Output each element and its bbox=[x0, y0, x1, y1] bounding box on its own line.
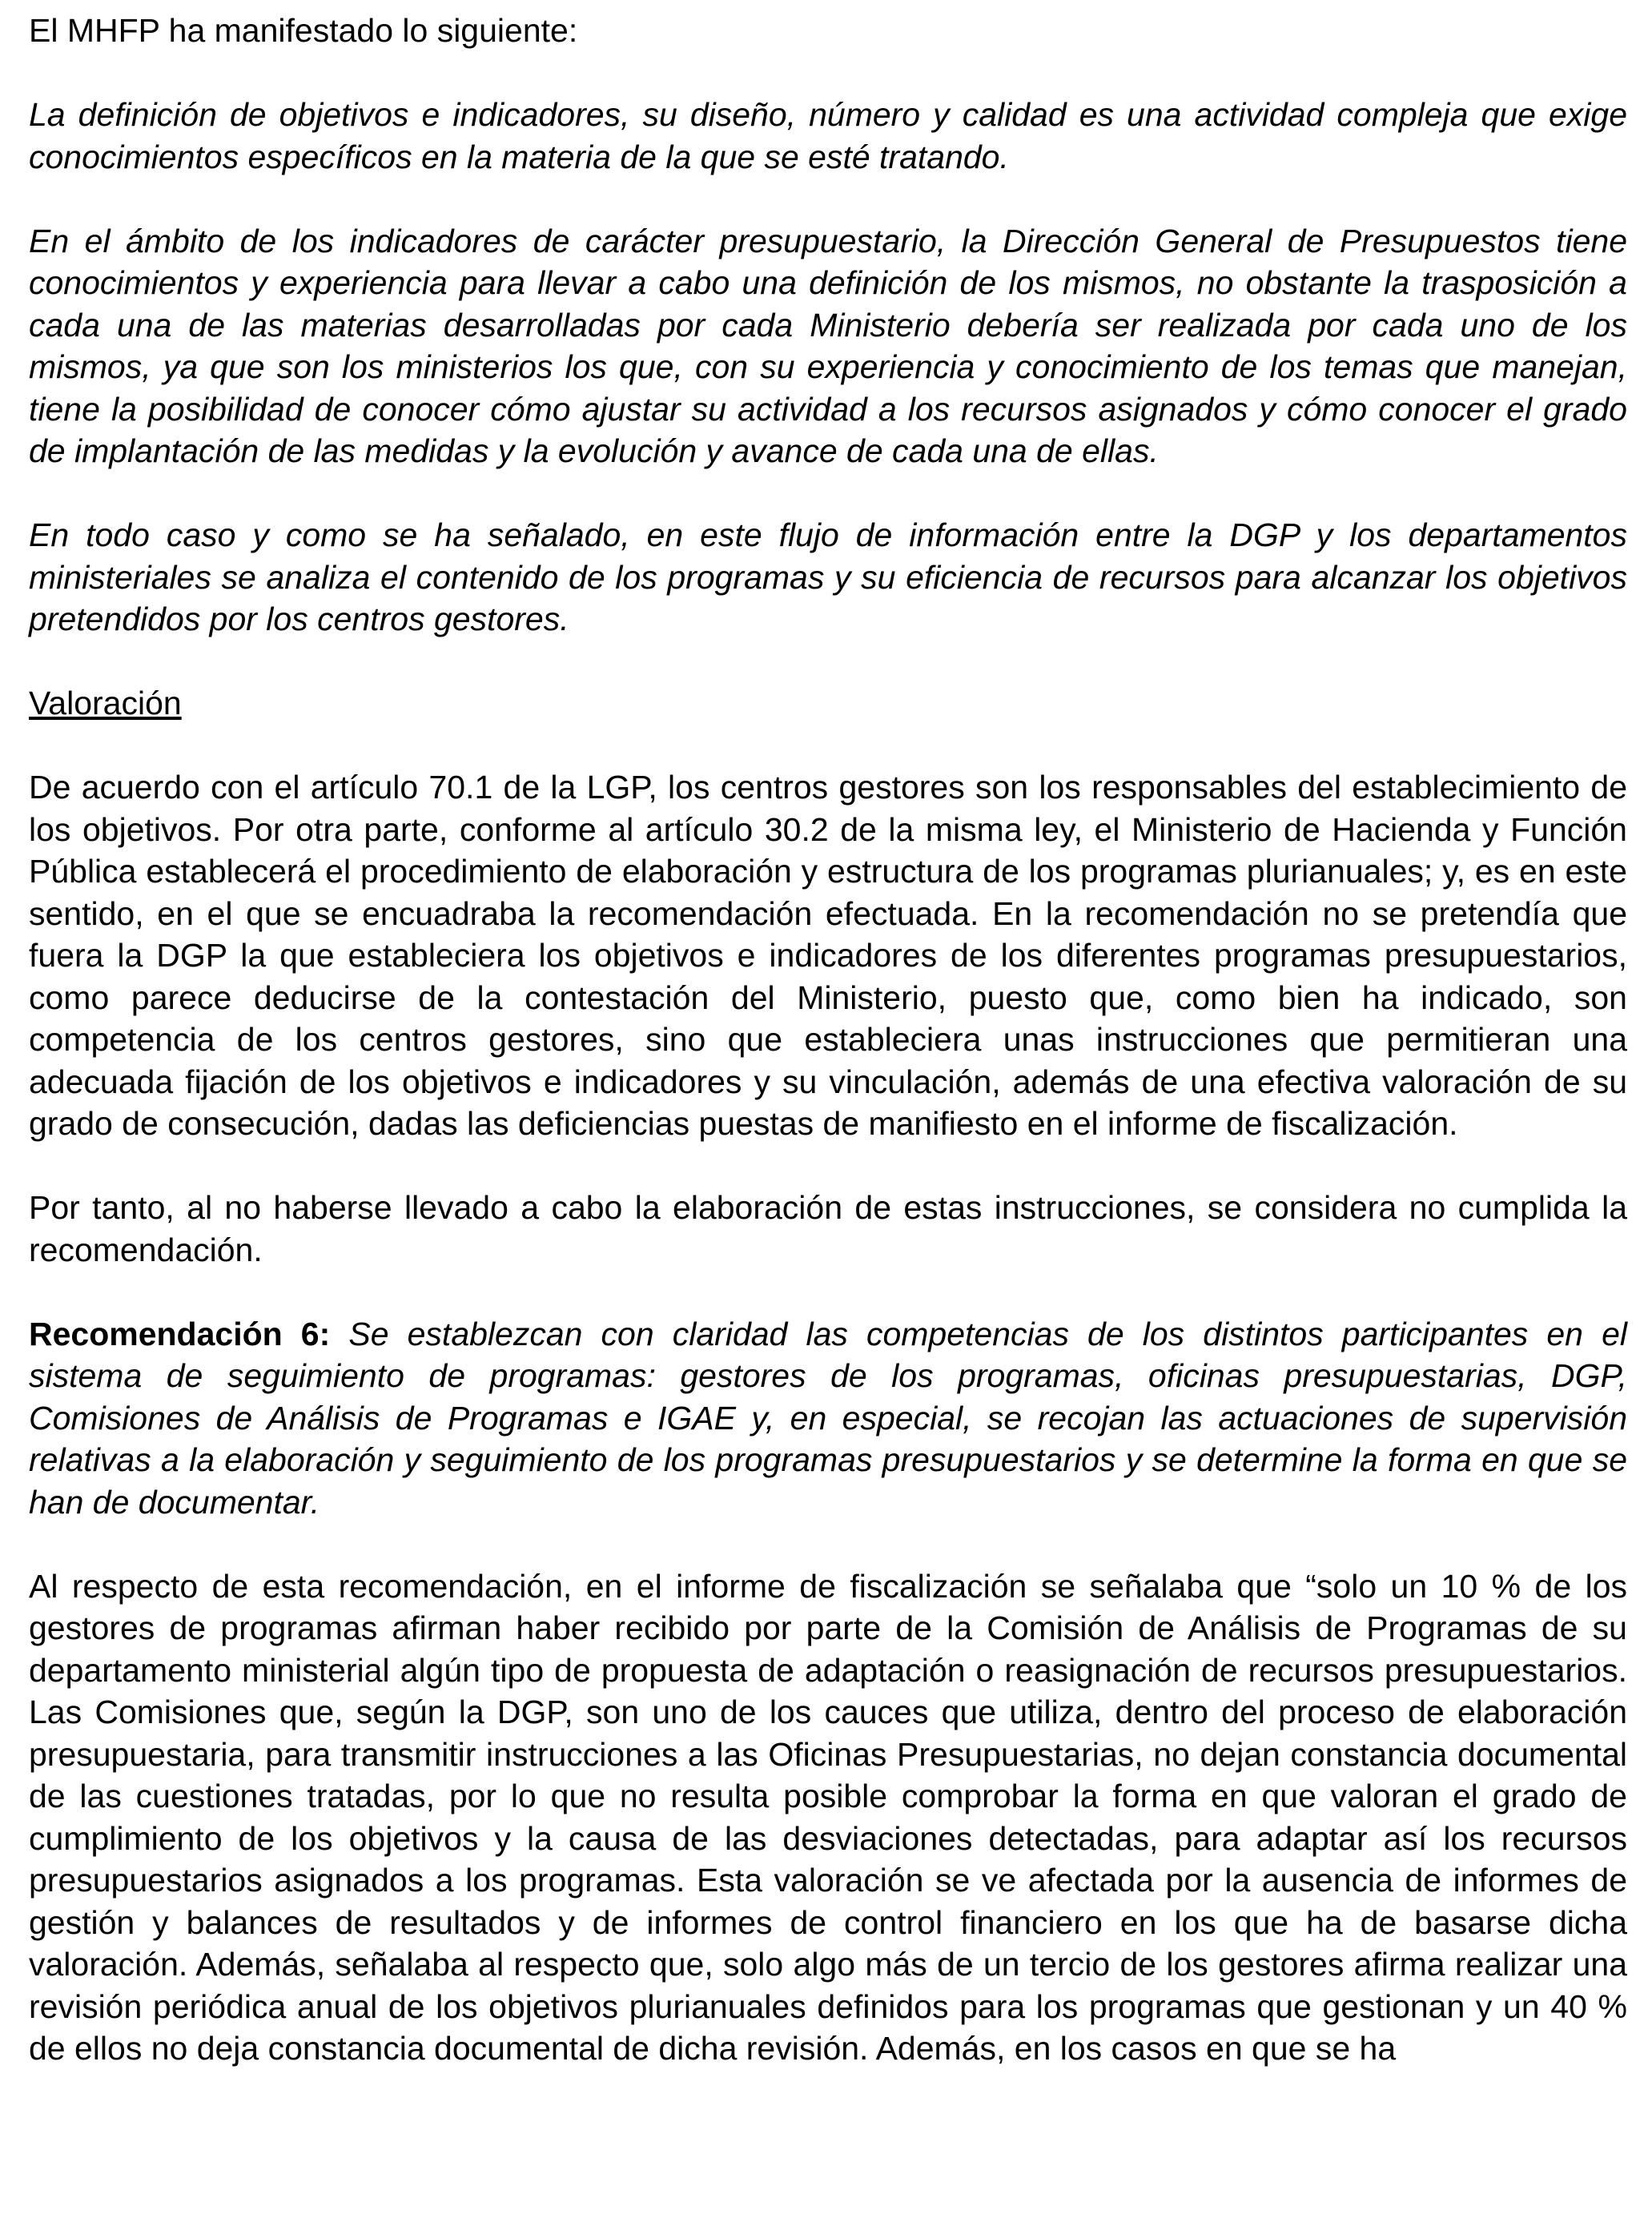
ministry-quote-2: En el ámbito de los indicadores de carácter presupuestario, la Dirección General de Presupuestos tiene conocimientos y experiencia para llevar a cabo una definición de los mismos, no obstante la trasposición a cada una de las materias desarrolladas por cada Ministerio debería ser realizada por cada uno de los mismos, ya que son los ministerios los que, con su experiencia y conocimiento de los temas que manejan, tiene la posibilidad de conocer cómo ajustar su actividad a los recursos asignados y cómo conocer el grado de implantación de las medidas y la evolución y avance de cada una de ellas. bbox=[29, 222, 1627, 469]
intro-paragraph: El MHFP ha manifestado lo siguiente: bbox=[29, 12, 578, 49]
document-page bbox=[29, 10, 1627, 2112]
section-heading-valoracion bbox=[29, 682, 1627, 725]
valoracion-paragraph-2: Por tanto, al no haberse llevado a cabo la elaboración de estas instrucciones, se considera no cumplida la recomendación. bbox=[29, 1189, 1627, 1268]
section-heading-text: Valoración bbox=[29, 685, 182, 721]
valoracion-paragraph-1: De acuerdo con el artículo 70.1 de la LGP, los centros gestores son los responsables del establecimiento de los objetivos. Por otra parte, conforme al artículo 30.2 de la misma ley, el Ministerio de Hacienda y Función Pública establecerá el procedimiento de elaboración y estructura de los programas plurianuales; y, es en este sentido, en el que se encuadraba la recomendación efectuada. En la recomendación no se pretendía que fuera la DGP la que estableciera los objetivos e indicadores de los diferentes programas presupuestarios, como parece deducirse de la contestación del Ministerio, puesto que, como bien ha indicado, son competencia de los centros gestores, sino que estableciera unas instrucciones que permitieran una adecuada fijación de los objetivos e indicadores y su vinculación, además de una efectiva valoración de su grado de consecución, dadas las deficiencias puestas de manifiesto en el informe de fiscalización. bbox=[29, 769, 1627, 1142]
analysis-paragraph: Al respecto de esta recomendación, en el informe de fiscalización se señalaba que “solo un 10 % de los gestores de programas afirman haber recibido por parte de la Comisión de Análisis de Programas de su departamento ministerial algún tipo de propuesta de adaptación o reasignación de recursos presupuestarios. Las Comisiones que, según la DGP, son uno de los cauces que utiliza, dentro del proceso de elaboración presupuestaria, para transmitir instrucciones a las Oficinas Presupuestarias, no dejan constancia documental de las cuestiones tratadas, por lo que no resulta posible comprobar la forma en que valoran el grado de cumplimiento de los objetivos y la causa de las desviaciones detectadas, para adaptar así los recursos presupuestarios asignados a los programas. Esta valoración se ve afectada por la ausencia de informes de gestión y balances de resultados y de informes de control financiero en los que ha de basarse dicha valoración. Además, señalaba al respecto que, solo algo más de un tercio de los gestores afirma realizar una revisión periódica anual de los objetivos plurianuales definidos para los programas que gestionan y un 40 % de ellos no deja constancia documental de dicha revisión. Además, en los casos en que se ha bbox=[29, 1567, 1627, 2067]
ministry-quote-3: En todo caso y como se ha señalado, en este flujo de información entre la DGP y los departamentos ministeriales se analiza el contenido de los programas y su eficiencia de recursos para alcanzar los objetivos pretendidos por los centros gestores. bbox=[29, 516, 1627, 637]
recommendation-text: Se establezcan con claridad las competencias de los distintos participantes en el sistema de seguimiento de programas: gestores de los programas, oficinas presupuestarias, DGP, Comisiones de Análisis de Programas e IGAE y, en especial, se recojan las actuaciones de supervisión relativas a la elaboración y seguimiento de los programas presupuestarios y se determine la forma en que se han de documentar. bbox=[29, 1315, 1627, 1521]
ministry-quote-1: La definición de objetivos e indicadores, su diseño, número y calidad es una actividad compleja que exige conocimientos específicos en la materia de la que se esté tratando. bbox=[29, 96, 1627, 175]
recommendation-label: Recomendación 6: bbox=[29, 1315, 331, 1352]
recommendation-6 bbox=[29, 1313, 1627, 1524]
